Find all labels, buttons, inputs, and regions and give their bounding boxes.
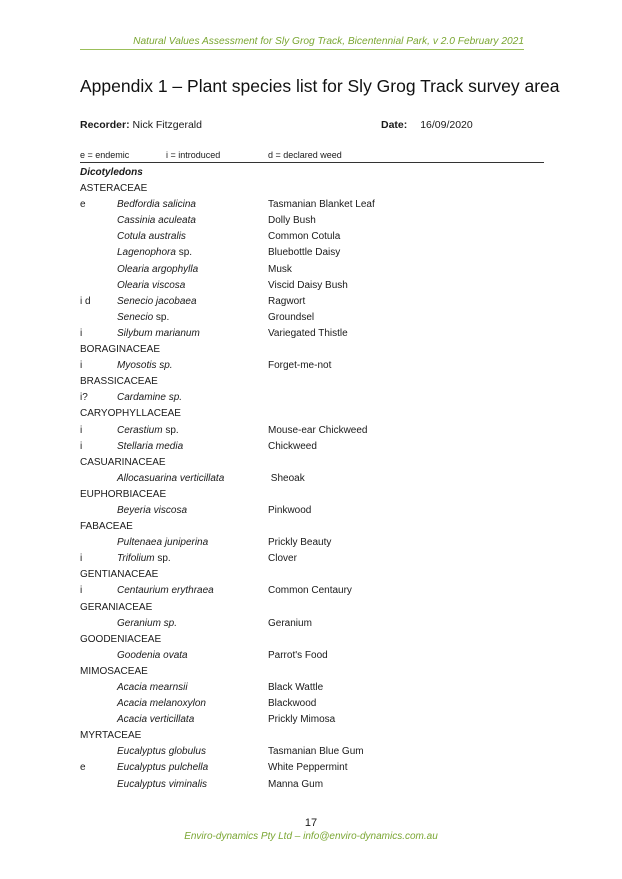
species-row [80, 648, 544, 664]
scientific-name [117, 712, 194, 728]
species-row [80, 744, 544, 760]
scientific-name [117, 696, 206, 712]
species-status: i [80, 440, 83, 452]
scientific-name-text: Silybum marianum [117, 327, 200, 339]
scientific-name-text: Olearia viscosa [117, 279, 186, 291]
family-heading: MIMOSACEAE [80, 665, 148, 677]
date-line [381, 119, 473, 131]
scientific-name [117, 213, 196, 229]
species-row [80, 696, 544, 712]
scientific-name-text: Myosotis sp. [117, 360, 173, 372]
species-row [80, 439, 544, 455]
species-status: i [80, 327, 83, 339]
scientific-name-text: Beyeria viscosa [117, 504, 188, 516]
scientific-name-text: Acacia melanoxylon [117, 698, 206, 710]
scientific-name [117, 245, 192, 261]
common-name: Clover [268, 553, 297, 565]
scientific-name-text: Bedfordia salicina [117, 199, 196, 211]
species-status: e [80, 762, 86, 774]
common-name: Parrot's Food [268, 649, 328, 661]
species-status: i? [80, 392, 88, 404]
scientific-name-text: Cerastium [117, 424, 163, 436]
scientific-name [117, 262, 198, 278]
scientific-name [117, 777, 207, 793]
legend-rule [80, 162, 544, 163]
legend-introduced: i = introduced [166, 150, 221, 160]
species-row [80, 229, 544, 245]
species-status: i d [80, 295, 91, 307]
scientific-name-text: Eucalyptus viminalis [117, 778, 208, 790]
common-name: Black Wattle [268, 682, 324, 693]
scientific-name-text: Lagenophora [117, 247, 176, 259]
scientific-name-text: Acacia mearnsii [117, 682, 188, 693]
family-heading: GENTIANACEAE [80, 569, 159, 581]
scientific-name [117, 278, 185, 294]
scientific-name-text: Pultenaea juniperina [117, 537, 209, 549]
common-name: Geranium [268, 617, 312, 629]
family-heading: FABACEAE [80, 521, 133, 533]
family-heading: GERANIACEAE [80, 601, 153, 613]
species-row [80, 583, 544, 599]
recorder-label: Recorder: [80, 119, 130, 131]
scientific-name [117, 616, 177, 632]
common-name: Mouse-ear Chickweed [268, 424, 368, 436]
scientific-name [117, 760, 208, 776]
scientific-name [117, 680, 188, 696]
species-row [80, 777, 544, 793]
page-number: 17 [304, 817, 318, 829]
family-heading: ASTERACEAE [80, 183, 148, 195]
scientific-name-text: Eucalyptus globulus [117, 746, 206, 758]
scientific-name [117, 390, 182, 406]
common-name: Pinkwood [268, 504, 312, 516]
group-heading: Dicotyledons [80, 167, 143, 178]
common-name: Tasmanian Blue Gum [268, 746, 364, 758]
species-status: i [80, 360, 83, 372]
recorder-line [80, 119, 202, 131]
common-name: Sheoak [268, 472, 305, 484]
recorder-value: Nick Fitzgerald [132, 119, 202, 131]
scientific-name-text: Cassinia aculeata [117, 215, 196, 227]
family-heading: CARYOPHYLLACEAE [80, 408, 181, 420]
scientific-name [117, 648, 188, 664]
common-name: Prickly Mimosa [268, 714, 336, 726]
scientific-name-text: Acacia verticillata [117, 714, 195, 726]
scientific-name [117, 535, 208, 551]
species-row [80, 294, 544, 310]
species-row [80, 680, 544, 696]
common-name: Tasmanian Blanket Leaf [268, 199, 375, 211]
scientific-name-text: Geranium sp. [117, 617, 178, 629]
common-name: Variegated Thistle [268, 327, 348, 339]
family-heading: GOODENIACEAE [80, 633, 162, 645]
common-name: Manna Gum [268, 778, 324, 790]
date-value: 16/09/2020 [420, 119, 473, 131]
scientific-name-text: Allocasuarina verticillata [117, 472, 225, 484]
footer: Enviro-dynamics Pty Ltd – info@enviro-dynamics.com.au [184, 831, 438, 842]
species-row [80, 423, 544, 439]
family-heading: BRASSICACEAE [80, 376, 158, 388]
legend-endemic: e = endemic [80, 150, 130, 160]
common-name: Viscid Daisy Bush [268, 279, 348, 291]
species-row [80, 760, 544, 776]
species-row [80, 245, 544, 261]
scientific-name-text: Cotula australis [117, 231, 186, 243]
common-name: Ragwort [268, 295, 306, 307]
scientific-name [117, 423, 179, 439]
species-list [80, 165, 544, 793]
species-row [80, 213, 544, 229]
scientific-name-text: Senecio [117, 311, 154, 323]
species-status: i [80, 553, 83, 565]
species-row [80, 326, 544, 342]
species-status: i [80, 585, 83, 597]
common-name: White Peppermint [268, 762, 348, 774]
species-row [80, 390, 544, 406]
common-name: Bluebottle Daisy [268, 247, 341, 259]
species-row [80, 262, 544, 278]
date-label: Date: [381, 119, 408, 131]
family-heading: MYRTACEAE [80, 730, 142, 742]
scientific-name-text: Cardamine sp. [117, 392, 183, 404]
scientific-name [117, 503, 187, 519]
common-name: Chickweed [268, 440, 317, 452]
common-name: Prickly Beauty [268, 537, 332, 549]
species-row [80, 616, 544, 632]
species-abbrev: sp. [153, 311, 170, 323]
scientific-name [117, 583, 214, 599]
scientific-name-text: Goodenia ovata [117, 649, 188, 661]
species-abbrev: sp. [154, 553, 171, 565]
common-name: Common Cotula [268, 231, 341, 243]
scientific-name [117, 229, 186, 245]
species-abbrev: sp. [162, 424, 179, 436]
common-name: Dolly Bush [268, 215, 316, 227]
species-row [80, 503, 544, 519]
scientific-name [117, 310, 169, 326]
scientific-name [117, 471, 224, 487]
species-status: e [80, 199, 86, 211]
scientific-name-text: Eucalyptus pulchella [117, 762, 209, 774]
common-name: Forget-me-not [268, 360, 332, 372]
scientific-name [117, 197, 196, 213]
species-row [80, 712, 544, 728]
header-rule [80, 49, 524, 50]
family-heading: EUPHORBIACEAE [80, 488, 167, 500]
legend-declared-weed: d = declared weed [268, 150, 342, 160]
scientific-name-text: Olearia argophylla [117, 263, 199, 275]
common-name: Blackwood [268, 698, 317, 710]
species-row [80, 278, 544, 294]
running-header: Natural Values Assessment for Sly Grog Track, Bicentennial Park, v 2.0 February 2021 [133, 36, 524, 47]
species-status: i [80, 424, 83, 436]
scientific-name-text: Senecio jacobaea [117, 295, 197, 307]
common-name: Common Centaury [268, 585, 352, 597]
species-row [80, 358, 544, 374]
scientific-name-text: Centaurium erythraea [117, 585, 214, 597]
scientific-name [117, 439, 183, 455]
common-name: Musk [268, 263, 292, 275]
scientific-name [117, 294, 197, 310]
family-heading: CASUARINACEAE [80, 456, 166, 468]
scientific-name-text: Trifolium [117, 553, 155, 565]
scientific-name [117, 551, 171, 567]
common-name: Groundsel [268, 311, 315, 323]
scientific-name [117, 358, 173, 374]
page-title: Appendix 1 – Plant species list for Sly Grog Track survey area [80, 76, 560, 96]
species-row [80, 551, 544, 567]
scientific-name [117, 744, 206, 760]
scientific-name-text: Stellaria media [117, 440, 184, 452]
scientific-name [117, 326, 200, 342]
species-row [80, 471, 544, 487]
species-row [80, 197, 544, 213]
family-heading: BORAGINACEAE [80, 344, 161, 356]
species-row [80, 310, 544, 326]
species-abbrev: sp. [175, 247, 193, 259]
species-row [80, 535, 544, 551]
